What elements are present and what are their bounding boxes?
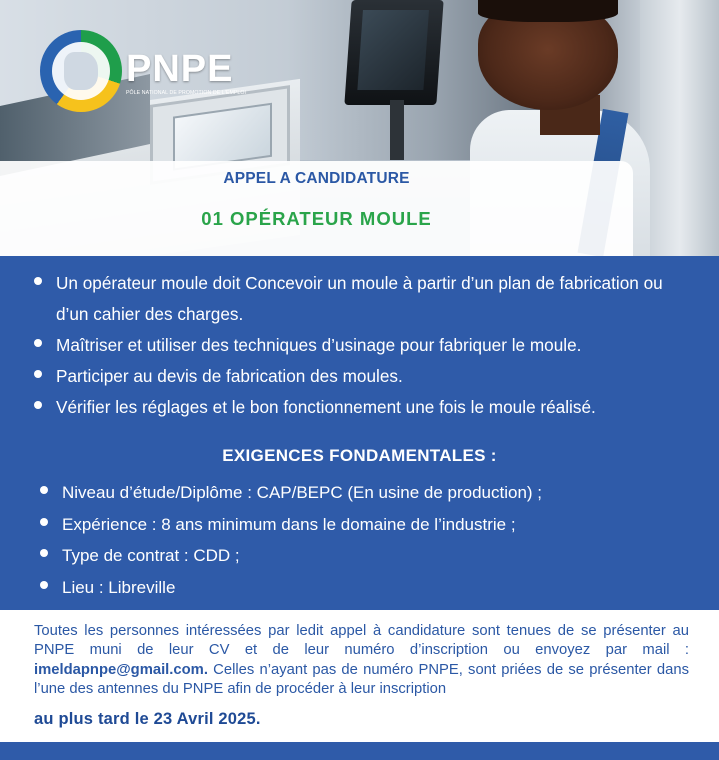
mission-text: Maîtriser et utiliser des techniques d’usinage pour fabriquer le moule. bbox=[56, 335, 582, 355]
requirement-text: Expérience : 8 ans minimum dans le domaine de l’industrie ; bbox=[62, 514, 516, 534]
logo-subtitle: PÔLE NATIONAL DE PROMOTION DE L'EMPLOI bbox=[126, 90, 247, 96]
requirements-title: EXIGENCES FONDAMENTALES : bbox=[222, 446, 497, 465]
instructions-text: Toutes les personnes intéressées par ledit appel à candidature sont tenues de se présenter au PNPE muni de leur CV et de leur numéro d’inscription ou envoyez par mail : bbox=[34, 623, 689, 659]
bullet-icon bbox=[40, 549, 48, 557]
monitor bbox=[344, 0, 443, 105]
bullet-icon bbox=[40, 581, 48, 589]
list-item bbox=[32, 268, 692, 330]
logo-brand: PNPE bbox=[126, 48, 234, 90]
instructions-text-2: Celles n’ayant pas de numéro PNPE, sont priées de se présenter dans l’une des antennes du PNPE afin de procéder à leur inscription bbox=[34, 661, 689, 698]
pillar bbox=[640, 0, 719, 256]
bottom-bar bbox=[0, 742, 719, 760]
mission-text: Participer au devis de fabrication des moules. bbox=[56, 366, 403, 386]
page-kicker: APPEL A CANDIDATURE bbox=[223, 170, 410, 187]
application-instructions bbox=[34, 622, 689, 700]
deadline: au plus tard le 23 Avril 2025. bbox=[34, 710, 261, 728]
list-item bbox=[38, 540, 688, 572]
list-item bbox=[32, 392, 692, 423]
monitor-arm bbox=[390, 100, 404, 160]
requirement-text: Type de contrat : CDD ; bbox=[62, 546, 240, 565]
list-item bbox=[38, 509, 688, 541]
title-box bbox=[0, 161, 633, 256]
pnpe-logo bbox=[40, 30, 247, 110]
page-title: 01 OPÉRATEUR MOULE bbox=[201, 208, 432, 229]
list-item bbox=[38, 477, 688, 509]
bullet-icon bbox=[34, 277, 42, 285]
details-panel bbox=[0, 256, 719, 610]
missions-list bbox=[32, 268, 692, 423]
mission-text: Vérifier les réglages et le bon fonctionnement une fois le moule réalisé. bbox=[56, 397, 596, 417]
requirements-list bbox=[38, 477, 688, 603]
list-item bbox=[38, 572, 688, 604]
requirement-text: Lieu : Libreville bbox=[62, 577, 176, 597]
list-item bbox=[32, 361, 692, 392]
bullet-icon bbox=[34, 339, 42, 347]
mission-text: Un opérateur moule doit Concevoir un moule à partir d’un plan de fabrication ou d’un cahier des charges. bbox=[56, 273, 663, 324]
bullet-icon bbox=[34, 370, 42, 378]
worker-hair bbox=[478, 0, 618, 22]
list-item bbox=[32, 330, 692, 361]
bullet-icon bbox=[40, 486, 48, 494]
bullet-icon bbox=[34, 401, 42, 409]
contact-email[interactable]: imeldapnpe@gmail.com. bbox=[34, 661, 208, 678]
requirement-text: Niveau d’étude/Diplôme : CAP/BEPC (En usine de production) ; bbox=[62, 483, 543, 502]
map-icon bbox=[64, 52, 98, 90]
bullet-icon bbox=[40, 518, 48, 526]
